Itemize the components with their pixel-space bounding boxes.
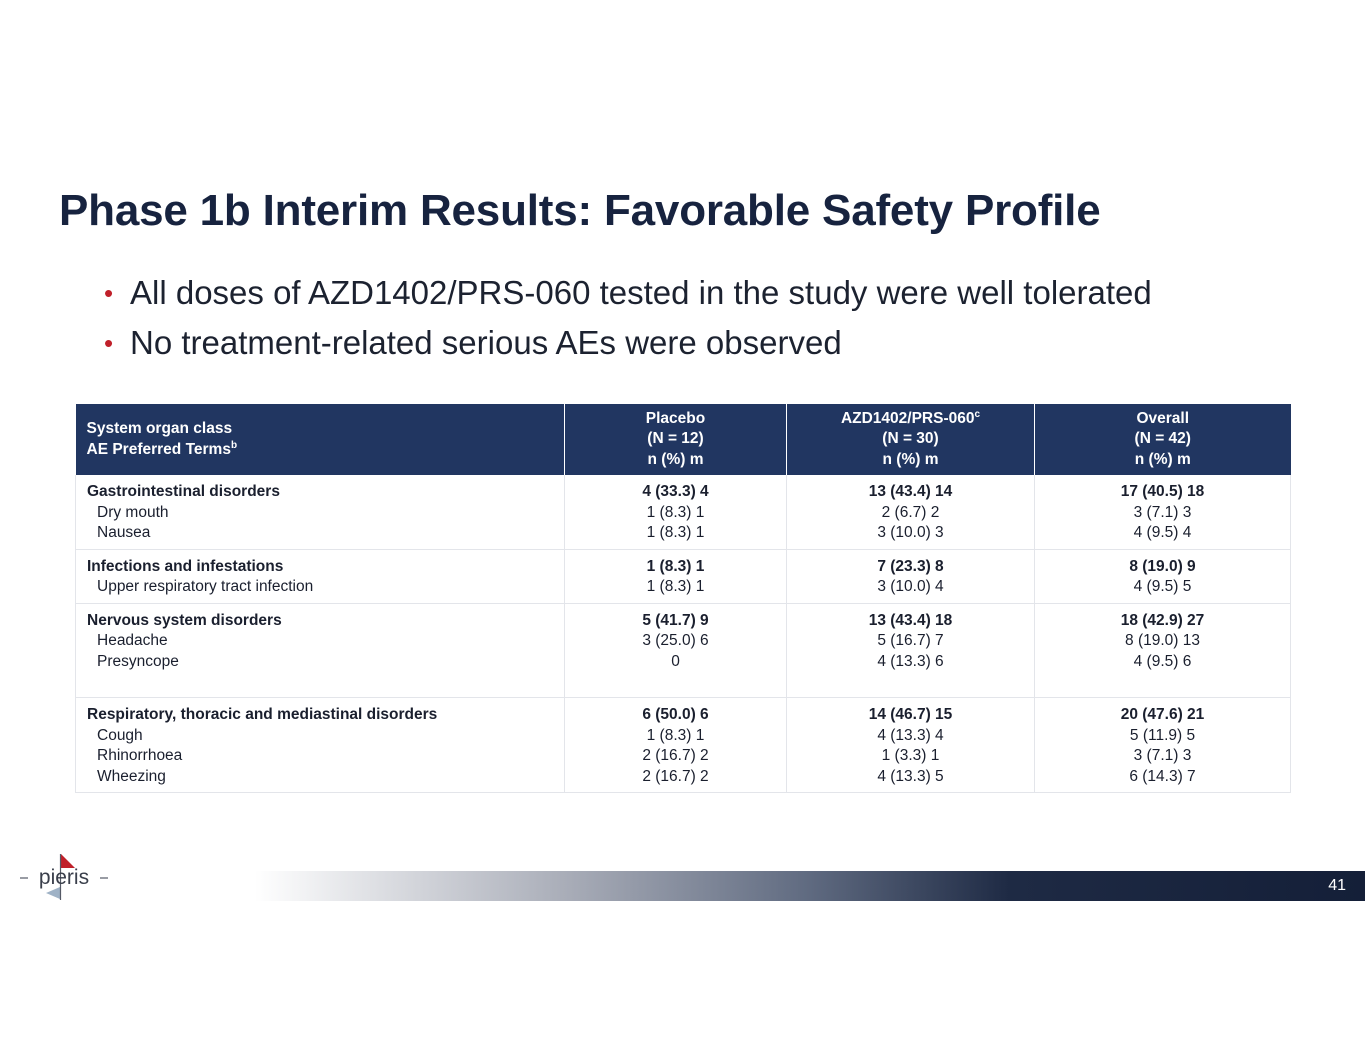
pieris-logo: [20, 851, 110, 903]
table-row: [76, 549, 1291, 603]
overall-cell: [1035, 698, 1291, 793]
header-line: AZD1402/PRS-060$^c$: [840, 408, 981, 427]
bullet-item: [104, 270, 1152, 320]
value: 0: [671, 652, 680, 670]
value: 3 (10.0) 4: [877, 578, 944, 595]
value: 4 (13.3) 4: [877, 726, 944, 744]
header-line: n (%) m: [1134, 450, 1191, 468]
header-placebo: [565, 404, 787, 475]
value: 5 (11.9) 5: [1129, 726, 1196, 744]
organ-class-name: Respiratory, thoracic and mediastinal disorders: [87, 706, 438, 723]
azd-cell: [787, 475, 1035, 549]
preferred-term: Presyncope: [97, 652, 179, 670]
preferred-term: Rhinorrhoea: [97, 747, 183, 764]
value: 20 (47.6) 21: [1120, 706, 1205, 723]
header-line: (N = 12): [647, 430, 704, 448]
overall-cell: [1035, 475, 1291, 549]
value: 1 (3.3) 1: [881, 747, 940, 764]
value: 4 (9.5) 5: [1133, 578, 1192, 595]
value: 13 (43.4) 18: [868, 611, 953, 629]
organ-class-cell: [76, 698, 565, 793]
preferred-term: Nausea: [97, 524, 151, 541]
header-line: Placebo: [645, 409, 706, 427]
header-line: (N = 30): [882, 430, 939, 448]
value: 4 (13.3) 5: [877, 767, 944, 785]
preferred-term: Dry mouth: [97, 503, 169, 521]
page-number: 41: [1328, 877, 1346, 894]
value: 5 (41.7) 9: [642, 611, 709, 629]
value: 3 (25.0) 6: [642, 632, 709, 649]
header-line: n (%) m: [647, 450, 704, 468]
value: 4 (33.3) 4: [642, 483, 709, 500]
value: 18 (42.9) 27: [1120, 611, 1205, 629]
value: 4 (9.5) 4: [1133, 524, 1192, 541]
value: 4 (9.5) 6: [1133, 652, 1192, 670]
azd-cell: [787, 698, 1035, 793]
value: 1 (8.3) 1: [646, 524, 705, 541]
adverse-events-table: [75, 404, 1291, 793]
value: 2 (16.7) 2: [642, 747, 709, 764]
value: 2 (6.7) 2: [881, 503, 940, 521]
value: 7 (23.3) 8: [877, 557, 944, 575]
table-row: [76, 698, 1291, 793]
value: 2 (16.7) 2: [642, 767, 709, 785]
organ-class-name: Infections and infestations: [87, 557, 284, 575]
azd-cell: [787, 603, 1035, 698]
organ-class-cell: [76, 549, 565, 603]
bullet-text: All doses of AZD1402/PRS-060 tested in the study were well tolerated: [130, 274, 1152, 311]
preferred-term: Cough: [97, 726, 143, 744]
preferred-term: Headache: [97, 632, 168, 649]
value: 1 (8.3) 1: [646, 557, 705, 575]
value: 3 (7.1) 3: [1133, 503, 1192, 521]
header-line: AE Preferred Terms$^b$: [86, 439, 238, 458]
svg-text:pieris: pieris: [38, 866, 90, 889]
overall-cell: [1035, 603, 1291, 698]
value: 5 (16.7) 7: [877, 632, 944, 649]
value: 6 (50.0) 6: [642, 706, 709, 723]
preferred-term: Upper respiratory tract infection: [97, 578, 314, 595]
bullet-text: No treatment-related serious AEs were observed: [130, 324, 842, 361]
value: 14 (46.7) 15: [868, 706, 953, 723]
placebo-cell: [565, 698, 787, 793]
organ-class-name: Nervous system disorders: [87, 611, 282, 629]
placebo-cell: [565, 549, 787, 603]
header-line: n (%) m: [882, 450, 939, 468]
value: 6 (14.3) 7: [1129, 767, 1196, 785]
table-row: [76, 603, 1291, 698]
value: 3 (7.1) 3: [1133, 747, 1192, 764]
bullet-item: [104, 320, 1152, 370]
preferred-term: Wheezing: [97, 767, 166, 785]
header-line: Overall: [1136, 409, 1190, 427]
value: 8 (19.0) 13: [1125, 632, 1200, 649]
slide-title: Phase 1b Interim Results: Favorable Safety Profile: [59, 186, 1101, 235]
bullet-dot-icon: •: [104, 278, 114, 308]
table-header-row: [76, 404, 1291, 475]
value: 8 (19.0) 9: [1129, 557, 1196, 575]
header-azd1402: [787, 404, 1035, 475]
footer-gradient-band: [255, 871, 1365, 901]
bullet-dot-icon: •: [104, 328, 114, 358]
value: 1 (8.3) 1: [646, 726, 705, 744]
bullet-list: [104, 270, 1152, 370]
header-system-organ-class: [76, 404, 565, 475]
header-line: System organ class: [86, 420, 233, 437]
organ-class-cell: [76, 475, 565, 549]
header-overall: [1035, 404, 1291, 475]
value: 3 (10.0) 3: [877, 524, 944, 541]
value: 1 (8.3) 1: [646, 578, 705, 595]
organ-class-cell: [76, 603, 565, 698]
azd-cell: [787, 549, 1035, 603]
value: 4 (13.3) 6: [877, 652, 944, 670]
table-row: [76, 475, 1291, 549]
value: 17 (40.5) 18: [1120, 483, 1205, 500]
value: 13 (43.4) 14: [868, 483, 953, 500]
overall-cell: [1035, 549, 1291, 603]
header-line: (N = 42): [1134, 430, 1191, 448]
organ-class-name: Gastrointestinal disorders: [87, 483, 280, 500]
value: 1 (8.3) 1: [646, 503, 705, 521]
placebo-cell: [565, 603, 787, 698]
placebo-cell: [565, 475, 787, 549]
